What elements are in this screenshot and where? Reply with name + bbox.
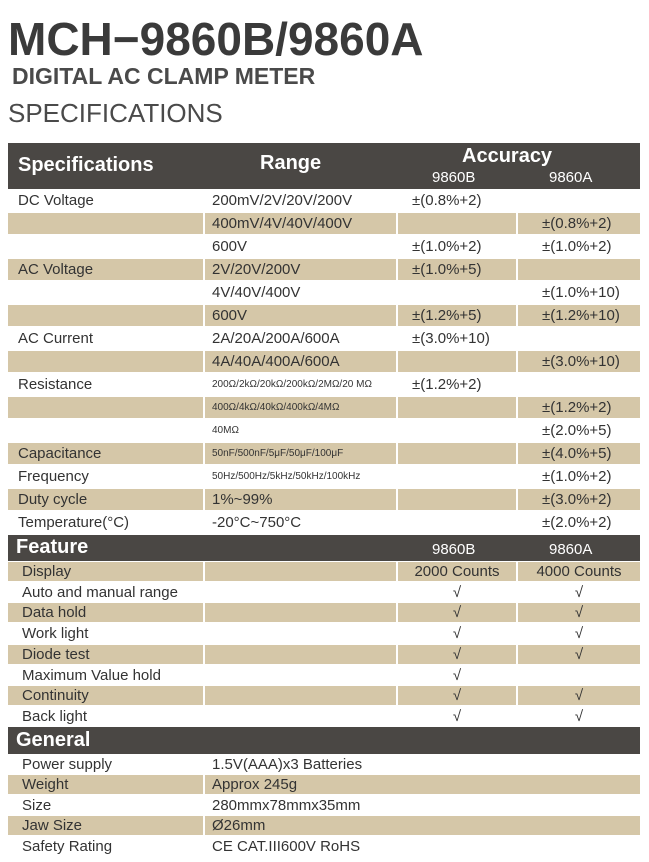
spec-name bbox=[8, 305, 203, 326]
spec-accuracy-9860a: ±(1.0%+10) bbox=[542, 284, 620, 301]
spec-name bbox=[8, 213, 203, 234]
feature-spacer bbox=[205, 666, 396, 685]
general-row bbox=[8, 837, 640, 856]
spec-row bbox=[8, 190, 640, 211]
spec-row bbox=[8, 466, 640, 487]
feature-9860a: √ bbox=[574, 625, 584, 642]
spec-accuracy-9860a bbox=[518, 328, 640, 349]
spec-range: 200Ω/2kΩ/20kΩ/200kΩ/2MΩ/20 MΩ bbox=[212, 379, 372, 390]
spec-accuracy-9860b bbox=[398, 282, 516, 303]
general-name: Safety Rating bbox=[22, 838, 113, 855]
spec-row bbox=[8, 213, 640, 234]
spec-name bbox=[8, 420, 203, 441]
general-name: Jaw Size bbox=[8, 816, 203, 835]
feature-row bbox=[8, 583, 640, 602]
spec-accuracy-9860a: ±(4.0%+5) bbox=[518, 443, 640, 464]
spec-row bbox=[8, 397, 640, 418]
spec-range: 400mV/4V/40V/400V bbox=[205, 213, 396, 234]
spec-accuracy-9860b bbox=[398, 397, 516, 418]
spec-range: 1%~99% bbox=[205, 489, 396, 510]
spec-accuracy-9860b: ±(1.2%+5) bbox=[398, 305, 516, 326]
feature-row bbox=[8, 707, 640, 726]
spec-accuracy-9860b bbox=[398, 489, 516, 510]
feature-header-model-a: 9860A bbox=[549, 541, 593, 558]
spec-name bbox=[8, 282, 203, 303]
spec-range: 2A/20A/200A/600A bbox=[212, 330, 340, 347]
spec-name bbox=[8, 351, 203, 372]
spec-accuracy-9860a: ±(2.0%+5) bbox=[542, 422, 612, 439]
feature-spacer bbox=[205, 707, 396, 726]
spec-range: 4V/40V/400V bbox=[212, 284, 301, 301]
spec-accuracy-9860a: ±(0.8%+2) bbox=[518, 213, 640, 234]
spec-accuracy-9860b bbox=[398, 420, 516, 441]
feature-9860a: √ bbox=[574, 584, 584, 601]
spec-name: Resistance bbox=[18, 376, 93, 393]
spec-accuracy-9860a: ±(1.2%+10) bbox=[518, 305, 640, 326]
spec-row bbox=[8, 374, 640, 395]
general-value: 280mmx78mmx35mm bbox=[212, 797, 361, 814]
feature-9860a: √ bbox=[518, 603, 640, 622]
spec-accuracy-9860b bbox=[398, 443, 516, 464]
feature-name: Work light bbox=[22, 625, 89, 642]
section-title: SPECIFICATIONS bbox=[8, 98, 223, 128]
feature-header-model-b: 9860B bbox=[432, 541, 476, 558]
spec-row bbox=[8, 351, 640, 372]
feature-name: Diode test bbox=[8, 645, 203, 664]
spec-accuracy-9860b bbox=[398, 351, 516, 372]
spec-accuracy-9860a bbox=[518, 259, 640, 280]
header-range: Range bbox=[260, 152, 322, 174]
feature-name: Display bbox=[8, 562, 203, 581]
spec-name: AC Voltage bbox=[8, 259, 203, 280]
spec-range: 40MΩ bbox=[212, 425, 239, 436]
spec-row bbox=[8, 420, 640, 441]
spec-accuracy-9860a: ±(3.0%+10) bbox=[518, 351, 640, 372]
spec-range: 50Hz/500Hz/5kHz/50kHz/100kHz bbox=[212, 471, 361, 482]
spec-range: 4A/40A/400A/600A bbox=[205, 351, 396, 372]
feature-row bbox=[8, 562, 640, 581]
feature-spacer bbox=[205, 624, 396, 643]
spec-accuracy-9860b: ±(1.0%+5) bbox=[398, 259, 516, 280]
spec-accuracy-9860a: ±(1.0%+2) bbox=[542, 238, 612, 255]
feature-name: Back light bbox=[22, 708, 88, 725]
spec-accuracy-9860b: ±(1.0%+2) bbox=[412, 238, 482, 255]
spec-range: 600V bbox=[205, 305, 396, 326]
spec-row bbox=[8, 443, 640, 464]
spec-name: DC Voltage bbox=[18, 192, 94, 209]
feature-9860b: √ bbox=[398, 645, 516, 664]
general-name: Weight bbox=[8, 775, 203, 794]
spec-row bbox=[8, 305, 640, 326]
general-row bbox=[8, 755, 640, 774]
spec-name bbox=[8, 397, 203, 418]
feature-name: Continuity bbox=[8, 686, 203, 705]
feature-9860b: √ bbox=[398, 603, 516, 622]
spec-row bbox=[8, 282, 640, 303]
feature-spacer bbox=[205, 583, 396, 602]
spec-accuracy-9860b bbox=[398, 213, 516, 234]
spec-accuracy-9860a: ±(2.0%+2) bbox=[542, 514, 612, 531]
spec-accuracy-9860a: ±(1.2%+2) bbox=[518, 397, 640, 418]
general-value: Ø26mm bbox=[205, 816, 640, 835]
header-model-b: 9860B bbox=[432, 169, 476, 186]
general-value: 1.5V(AAA)x3 Batteries bbox=[212, 756, 363, 773]
spec-row bbox=[8, 328, 640, 349]
spec-accuracy-9860a bbox=[518, 190, 640, 211]
spec-row bbox=[8, 512, 640, 533]
general-value: CE CAT.III600V RoHS bbox=[212, 838, 361, 855]
header-specifications: Specifications bbox=[18, 154, 154, 176]
general-row bbox=[8, 775, 640, 794]
general-name: Size bbox=[22, 797, 52, 814]
feature-row bbox=[8, 686, 640, 705]
feature-9860b: √ bbox=[452, 667, 462, 684]
feature-spacer bbox=[205, 686, 396, 705]
feature-spacer bbox=[205, 603, 396, 622]
feature-9860a: √ bbox=[518, 645, 640, 664]
spec-accuracy-9860b bbox=[398, 512, 516, 533]
spec-name: Temperature(°C) bbox=[18, 514, 130, 531]
spec-row bbox=[8, 489, 640, 510]
model-title: MCH−9860B/9860A bbox=[8, 13, 424, 65]
general-row bbox=[8, 816, 640, 835]
spec-accuracy-9860a: ±(1.0%+2) bbox=[542, 468, 612, 485]
feature-9860a: √ bbox=[518, 686, 640, 705]
feature-row bbox=[8, 645, 640, 664]
feature-9860b: √ bbox=[452, 625, 462, 642]
general-value: Approx 245g bbox=[205, 775, 640, 794]
spec-accuracy-9860a bbox=[518, 374, 640, 395]
feature-row bbox=[8, 624, 640, 643]
feature-spacer bbox=[205, 562, 396, 581]
feature-name: Data hold bbox=[8, 603, 203, 622]
feature-spacer bbox=[205, 645, 396, 664]
feature-9860b: 2000 Counts bbox=[398, 562, 516, 581]
spec-name: Capacitance bbox=[8, 443, 203, 464]
feature-name: Auto and manual range bbox=[22, 584, 178, 601]
feature-9860b: √ bbox=[452, 708, 462, 725]
spec-range: 400Ω/4kΩ/40kΩ/400kΩ/4MΩ bbox=[205, 397, 396, 418]
spec-accuracy-9860a: ±(3.0%+2) bbox=[518, 489, 640, 510]
header-feature: Feature bbox=[16, 536, 89, 558]
spec-row bbox=[8, 236, 640, 257]
header-general: General bbox=[16, 729, 91, 751]
spec-name: AC Current bbox=[18, 330, 94, 347]
general-row bbox=[8, 796, 640, 815]
spec-range: -20°C~750°C bbox=[212, 514, 302, 531]
general-table-header bbox=[8, 727, 640, 754]
general-name: Power supply bbox=[22, 756, 113, 773]
spec-accuracy-9860b: ±(1.2%+2) bbox=[412, 376, 482, 393]
spec-name: Duty cycle bbox=[8, 489, 203, 510]
spec-accuracy-9860b: ±(3.0%+10) bbox=[412, 330, 490, 347]
feature-9860a: √ bbox=[574, 708, 584, 725]
feature-9860a: 4000 Counts bbox=[518, 562, 640, 581]
spec-range: 200mV/2V/20V/200V bbox=[212, 192, 353, 209]
spec-table-header bbox=[8, 143, 640, 189]
header-accuracy: Accuracy bbox=[462, 145, 553, 167]
feature-row bbox=[8, 666, 640, 685]
spec-accuracy-9860b: ±(0.8%+2) bbox=[412, 192, 482, 209]
spec-accuracy-9860b bbox=[398, 466, 516, 487]
feature-table-header bbox=[8, 535, 640, 561]
feature-9860b: √ bbox=[398, 686, 516, 705]
feature-9860b: √ bbox=[452, 584, 462, 601]
product-subtitle: DIGITAL AC CLAMP METER bbox=[12, 63, 316, 89]
spec-range: 50nF/500nF/5μF/50μF/100μF bbox=[205, 443, 396, 464]
feature-name: Maximum Value hold bbox=[22, 667, 161, 684]
spec-row bbox=[8, 259, 640, 280]
feature-row bbox=[8, 603, 640, 622]
spec-range: 600V bbox=[212, 238, 248, 255]
spec-name bbox=[8, 236, 203, 257]
spec-name: Frequency bbox=[18, 468, 89, 485]
feature-9860a bbox=[518, 666, 640, 685]
header-model-a: 9860A bbox=[549, 169, 593, 186]
spec-range: 2V/20V/200V bbox=[205, 259, 396, 280]
